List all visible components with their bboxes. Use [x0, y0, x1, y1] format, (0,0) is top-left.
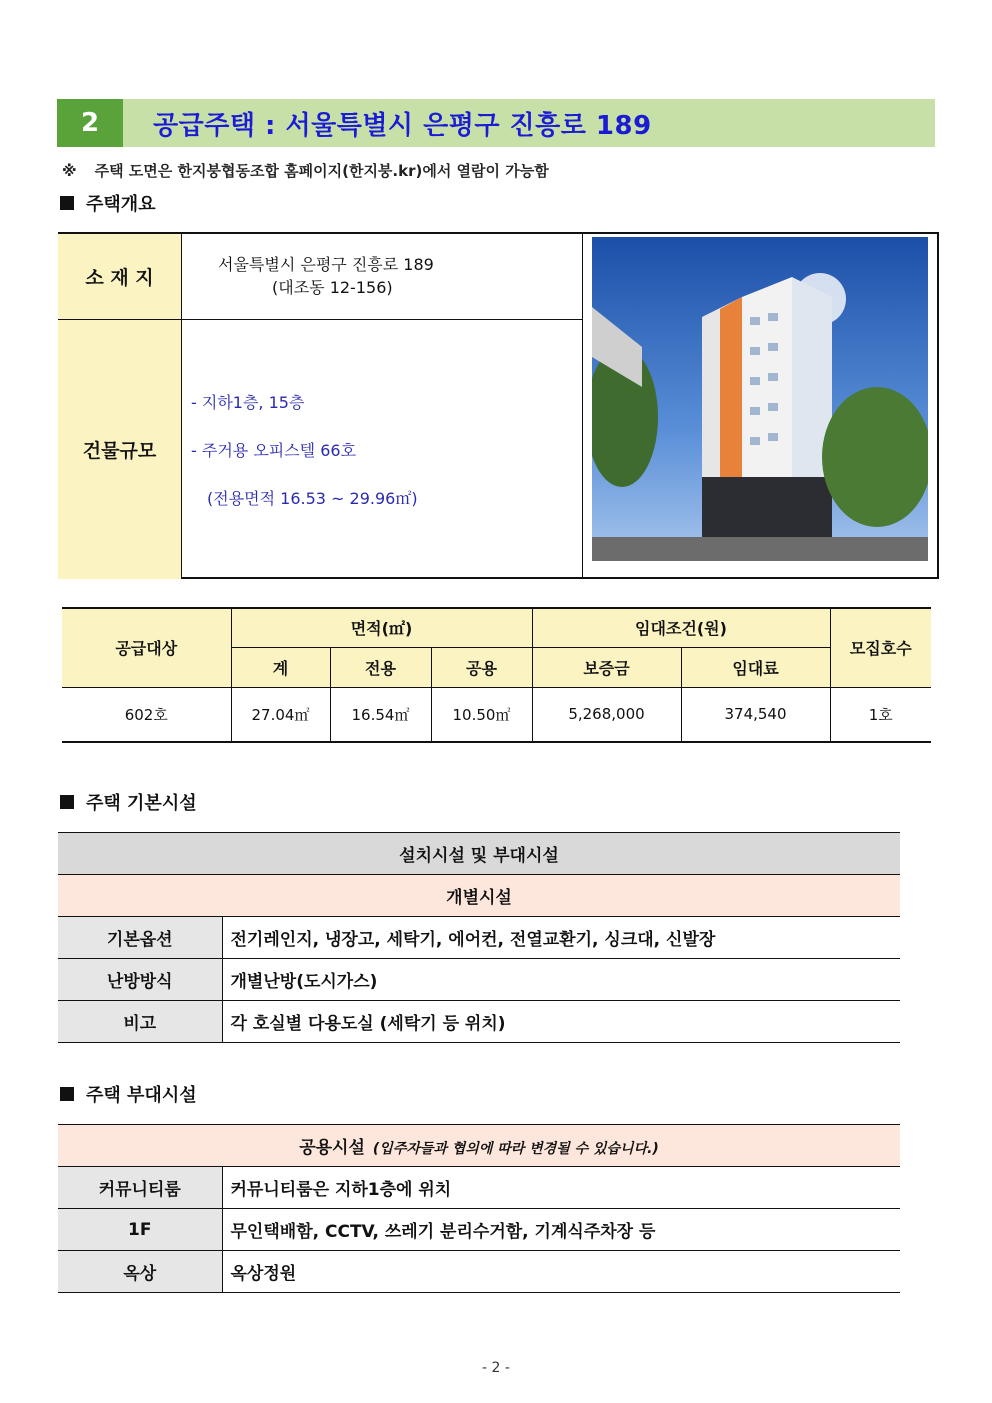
cell-unit-count: 1호	[830, 687, 931, 742]
basic-row-label: 난방방식	[58, 959, 222, 1001]
extra-heading	[60, 1081, 197, 1107]
cell-exclusive-area: 16.54㎡	[330, 687, 431, 742]
notice-body: 주택 도면은 한지붕협동조합 홈페이지(한지붕.kr)에서 열람이 가능함	[94, 162, 549, 180]
scale-units: - 주거용 오피스텔 66호	[191, 441, 357, 460]
scale-value	[182, 320, 583, 579]
notice-text	[62, 160, 549, 181]
scale-area: (전용면적 16.53 ~ 29.96㎡)	[207, 489, 418, 508]
extra-facilities-table	[58, 1124, 900, 1293]
cell-deposit: 5,268,000	[532, 687, 681, 742]
location-lot: (대조동 12-156)	[272, 278, 393, 297]
location-address: 서울특별시 은평구 진흥로 189	[218, 255, 434, 274]
col-header-exclusive: 전용	[330, 647, 431, 687]
col-header-monthly-rent: 임대료	[681, 647, 830, 687]
basic-heading	[60, 789, 197, 815]
extra-title-note: (입주자들과 협의에 따라 변경될 수 있습니다.)	[372, 1141, 659, 1157]
basic-row-label: 기본옵션	[58, 917, 222, 959]
extra-heading-text: 주택 부대시설	[86, 1085, 197, 1106]
page-number: - 2 -	[482, 1360, 510, 1376]
basic-row-label: 비고	[58, 1001, 222, 1043]
basic-facilities-table	[58, 832, 900, 1043]
table-row	[58, 1001, 900, 1043]
col-header-deposit: 보증금	[532, 647, 681, 687]
extra-row-value: 옥상정원	[222, 1251, 900, 1293]
section-title-bar	[57, 99, 935, 147]
basic-row-value: 개별난방(도시가스)	[222, 959, 900, 1001]
section-title: 공급주택 : 서울특별시 은평구 진흥로 189	[153, 110, 652, 141]
square-bullet-icon	[60, 795, 74, 809]
col-header-total: 계	[231, 647, 330, 687]
cell-common-area: 10.50㎡	[431, 687, 532, 742]
square-bullet-icon	[60, 1087, 74, 1101]
cell-unit: 602호	[62, 687, 231, 742]
overview-heading-text: 주택개요	[86, 194, 156, 215]
col-header-common: 공용	[431, 647, 532, 687]
col-header-target: 공급대상	[62, 608, 231, 687]
table-row	[58, 1209, 900, 1251]
basic-row-value: 각 호실별 다용도실 (세탁기 등 위치)	[222, 1001, 900, 1043]
cell-rent: 374,540	[681, 687, 830, 742]
table-row	[58, 1167, 900, 1209]
extra-row-label: 커뮤니티룸	[58, 1167, 222, 1209]
table-row	[58, 1251, 900, 1293]
location-label: 소 재 지	[58, 234, 182, 320]
col-header-units: 모집호수	[830, 608, 931, 687]
table-row	[58, 959, 900, 1001]
basic-subtitle: 개별시설	[58, 875, 900, 917]
scale-label: 건물규모	[58, 320, 182, 579]
extra-row-label: 1F	[58, 1209, 222, 1251]
col-header-area: 면적(㎡)	[231, 608, 532, 647]
extra-title	[58, 1125, 900, 1167]
supply-table	[62, 607, 931, 743]
extra-row-value: 무인택배함, CCTV, 쓰레기 분리수거함, 기계식주차장 등	[222, 1209, 900, 1251]
extra-title-text: 공용시설	[299, 1138, 365, 1158]
basic-title: 설치시설 및 부대시설	[58, 833, 900, 875]
table-row	[58, 917, 900, 959]
scale-floors: - 지하1층, 15층	[191, 393, 305, 412]
square-bullet-icon	[60, 196, 74, 210]
overview-table	[58, 232, 939, 579]
extra-row-value: 커뮤니티룸은 지하1층에 위치	[222, 1167, 900, 1209]
section-number: 2	[57, 99, 123, 147]
table-row	[62, 687, 931, 742]
cell-total-area: 27.04㎡	[231, 687, 330, 742]
extra-row-label: 옥상	[58, 1251, 222, 1293]
reference-mark: ※	[62, 162, 77, 180]
col-header-rent: 임대조건(원)	[532, 608, 830, 647]
basic-heading-text: 주택 기본시설	[86, 793, 197, 814]
basic-row-value: 전기레인지, 냉장고, 세탁기, 에어컨, 전열교환기, 싱크대, 신발장	[222, 917, 900, 959]
building-photo-icon	[592, 237, 928, 561]
overview-heading	[60, 190, 156, 216]
location-value	[182, 234, 583, 320]
